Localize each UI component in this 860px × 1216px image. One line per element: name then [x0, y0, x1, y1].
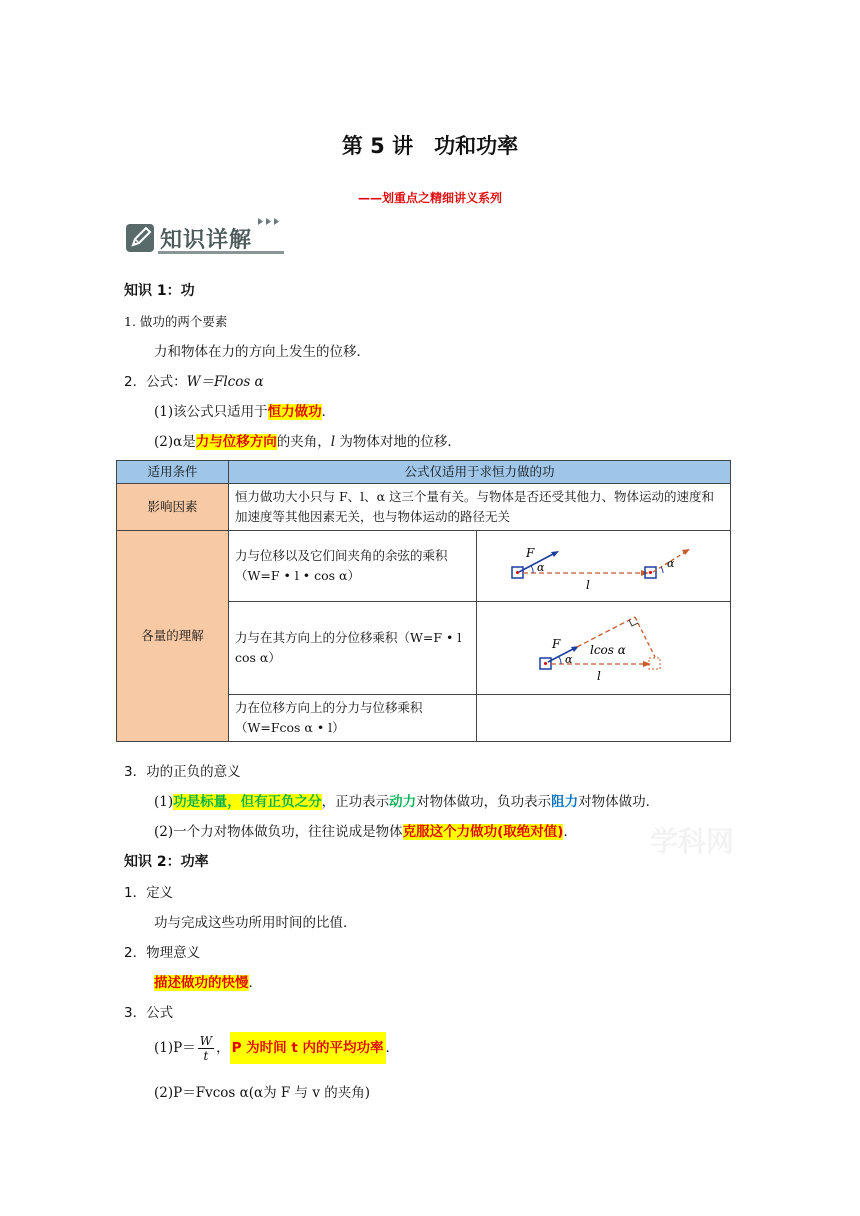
diag1-alpha2-label: α: [667, 557, 675, 570]
k2-s1-head: 1．定义: [124, 885, 174, 901]
work-formula-table: [116, 460, 731, 742]
k1-s1-head: 1. 做功的两个要素: [124, 314, 228, 329]
logo-text: 知识详解: [160, 228, 253, 253]
s3-line1: (1)功是标量，但有正负之分，正功表示动力对物体做功，负功表示阻力对物体做功．: [154, 794, 660, 810]
k2-formula2: (2)P＝Fvcos α(α为 F 与 v 的夹角): [154, 1085, 371, 1101]
diag2-lcos-label: lcos α: [590, 643, 626, 657]
table-header-right: 公式仅适用于求恒力做的功: [229, 461, 731, 484]
k2-s1-body: 功与完成这些功所用时间的比值．: [154, 915, 357, 931]
k1-s2-line2: (2)α是力与位移方向的夹角，l 为物体对地的位移．: [154, 434, 461, 450]
diagram-component-displacement: [477, 602, 731, 695]
row-label-understanding: 各量的理解: [117, 531, 229, 742]
diag1-l-label: l: [586, 578, 590, 592]
empty-cell: [477, 695, 731, 742]
k2-s2-body: 描述做功的快慢．: [154, 975, 262, 991]
k1-heading: 知识 1：功: [124, 283, 195, 299]
watermark: 学科网: [650, 825, 735, 858]
row-text-product: 力与位移以及它们间夹角的余弦的乘积（W=F • l • cos α）: [229, 531, 477, 602]
k2-formula1: (1)P＝ $\frac{W}{t}$ ， P 为时间 t 内的平均功率 ．: [154, 1034, 400, 1063]
row-text-component-displacement: 力与在其方向上的分位移乘积（W=F • l cos α）: [229, 602, 477, 695]
diag2-l-label: l: [597, 669, 601, 683]
diag1-F-label: F: [526, 546, 535, 560]
row-label-factors: 影响因素: [117, 484, 229, 531]
page-subtitle: ——划重点之精细讲义系列: [357, 191, 502, 205]
power-fraction: $\frac{W}{t}$: [199, 1034, 213, 1063]
diag2-F-label: F: [552, 637, 561, 651]
diagram-force-displacement: [477, 531, 731, 602]
diag2-alpha-label: α: [565, 653, 573, 666]
s3-line2: (2)一个力对物体做负功，往往说成是物体克服这个力做功(取绝对值)．: [154, 824, 577, 840]
diag1-alpha-label: α: [537, 561, 545, 574]
page-title: 第 5 讲 功和功率: [341, 134, 519, 158]
s3-head: 3．功的正负的意义: [124, 764, 241, 780]
row-text-component-force: 力在位移方向上的分力与位移乘积（W=Fcos α • l）: [229, 695, 477, 742]
k2-s3-head: 3．公式: [124, 1005, 174, 1021]
k2-s2-head: 2．物理意义: [124, 945, 201, 961]
k1-s2-line1: (1)该公式只适用于恒力做功．: [154, 404, 336, 420]
k2-heading: 知识 2：功率: [124, 854, 209, 870]
knowledge-logo: [124, 214, 286, 258]
k1-s1-body: 力和物体在力的方向上发生的位移．: [154, 344, 370, 360]
table-header-left: 适用条件: [117, 461, 229, 484]
row-text-factors: 恒力做功大小只与 F、l、α 这三个量有关。与物体是否还受其他力、物体运动的速度和加速度等其他因素无关，也与物体运动的路径无关: [229, 484, 731, 531]
k1-s2-head: 2．公式：W＝Flcos α: [124, 374, 264, 390]
